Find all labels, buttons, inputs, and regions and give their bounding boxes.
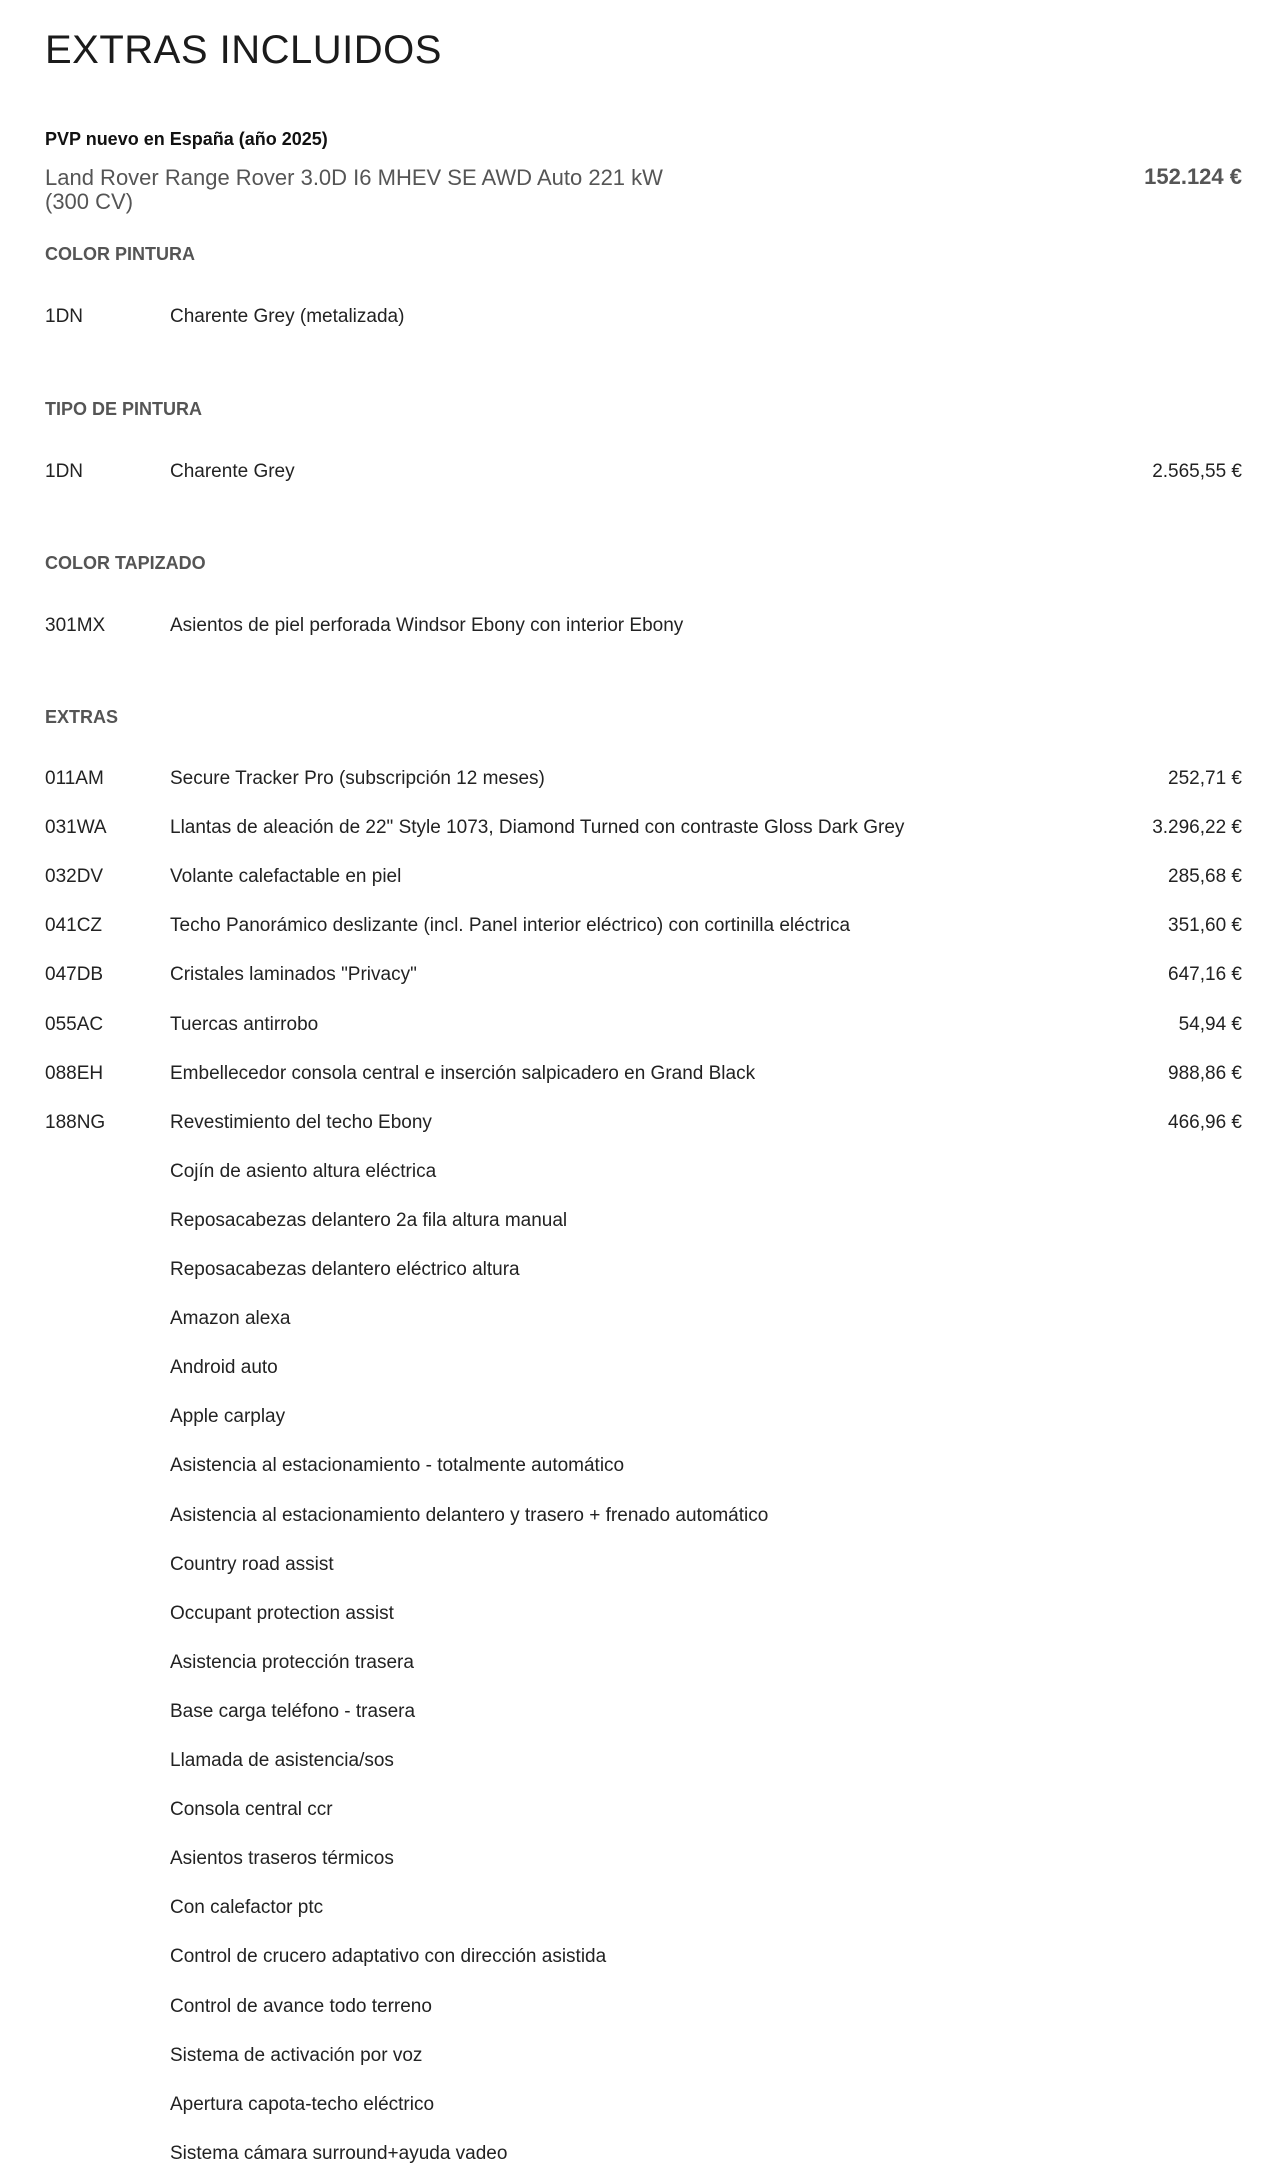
item-desc: Embellecedor consola central e inserción salpicadero en Grand Black (170, 1062, 756, 1084)
item-code: 1DN (45, 461, 84, 482)
item-desc: Llamada de asistencia/sos (170, 1750, 394, 1771)
section-title-extras: EXTRAS (45, 707, 119, 727)
item-price: 647,16 € (1168, 964, 1242, 986)
item-desc: Tuercas antirrobo (170, 1013, 319, 1035)
list-item (0, 1554, 1280, 1580)
item-desc: Sistema cámara surround+ayuda vadeo (170, 2142, 508, 2164)
list-item (0, 615, 1280, 641)
pvp-label: PVP nuevo en España (año 2025) (45, 129, 328, 149)
list-item (0, 1406, 1280, 1432)
item-code: 055AC (45, 1013, 104, 1035)
list-item (0, 1210, 1280, 1236)
item-desc: Cristales laminados "Privacy" (170, 964, 417, 986)
list-item (0, 1701, 1280, 1727)
list-item (0, 2045, 1280, 2071)
item-desc: Reposacabezas delantero eléctrico altura (170, 1259, 520, 1280)
item-desc: Techo Panorámico deslizante (incl. Panel interior eléctrico) con cortinilla eléctrica (170, 915, 851, 937)
item-code: 047DB (45, 964, 104, 986)
section-title-color-pintura: COLOR PINTURA (45, 244, 195, 264)
item-price: 351,60 € (1168, 915, 1242, 937)
list-item (0, 1063, 1280, 1089)
item-desc: Secure Tracker Pro (subscripción 12 meses) (170, 768, 545, 789)
item-desc: Asistencia protección trasera (170, 1651, 414, 1673)
item-code: 031WA (45, 817, 107, 839)
item-desc: Control de avance todo terreno (170, 1995, 432, 2017)
list-item (0, 1112, 1280, 1138)
item-price: 252,71 € (1168, 768, 1242, 789)
list-item (0, 1603, 1280, 1629)
item-desc: Amazon alexa (170, 1308, 291, 1330)
item-desc: Con calefactor ptc (170, 1897, 324, 1919)
list-item (0, 1652, 1280, 1678)
model-name: Land Rover Range Rover 3.0D I6 MHEV SE AWD Auto 221 kW (300 CV) (45, 165, 663, 214)
list-item (0, 817, 1280, 843)
section-title-tipo-pintura: TIPO DE PINTURA (45, 399, 203, 419)
item-desc: Reposacabezas delantero 2a fila altura manual (170, 1209, 568, 1231)
list-item (0, 1946, 1280, 1972)
item-desc: Occupant protection assist (170, 1602, 394, 1624)
item-price: 3.296,22 € (1152, 817, 1242, 839)
item-price: 2.565,55 € (1152, 461, 1242, 482)
item-desc: Charente Grey (170, 461, 295, 482)
list-item (0, 1308, 1280, 1334)
item-desc: Asientos traseros térmicos (170, 1848, 394, 1870)
item-desc: Llantas de aleación de 22" Style 1073, Diamond Turned con contraste Gloss Dark Grey (170, 817, 905, 839)
list-item (0, 306, 1280, 332)
item-price: 285,68 € (1168, 866, 1242, 888)
item-code: 1DN (45, 306, 84, 327)
list-item (0, 1455, 1280, 1481)
item-desc: Asientos de piel perforada Windsor Ebony con interior Ebony (170, 615, 684, 636)
list-item (0, 2143, 1280, 2169)
item-price: 988,86 € (1168, 1062, 1242, 1084)
item-price: 466,96 € (1168, 1111, 1242, 1133)
item-desc: Asistencia al estacionamiento - totalmente automático (170, 1455, 625, 1477)
list-item (0, 915, 1280, 941)
list-item (0, 1161, 1280, 1187)
item-desc: Apertura capota-techo eléctrico (170, 2093, 435, 2115)
list-item (0, 1357, 1280, 1383)
section-title-color-tapizado: COLOR TAPIZADO (45, 553, 206, 573)
model-price: 152.124 € (1144, 164, 1242, 189)
item-desc: Android auto (170, 1357, 278, 1379)
list-item (0, 1848, 1280, 1874)
list-item (0, 2094, 1280, 2120)
list-item (0, 1259, 1280, 1285)
item-code: 188NG (45, 1111, 106, 1133)
list-item (0, 1505, 1280, 1531)
list-item (0, 1897, 1280, 1923)
item-desc: Revestimiento del techo Ebony (170, 1111, 432, 1133)
item-price: 54,94 € (1178, 1013, 1242, 1035)
item-code: 032DV (45, 866, 104, 888)
list-item (0, 964, 1280, 990)
list-item (0, 1014, 1280, 1040)
item-code: 088EH (45, 1062, 104, 1084)
item-code: 011AM (45, 768, 104, 789)
item-desc: Cojín de asiento altura eléctrica (170, 1160, 437, 1182)
item-desc: Apple carplay (170, 1406, 286, 1428)
list-item (0, 461, 1280, 487)
item-code: 041CZ (45, 915, 103, 937)
list-item (0, 1750, 1280, 1776)
item-desc: Country road assist (170, 1553, 334, 1575)
item-code: 301MX (45, 615, 106, 636)
item-desc: Control de crucero adaptativo con dirección asistida (170, 1946, 607, 1968)
page-title: EXTRAS INCLUIDOS (45, 28, 442, 72)
list-item (0, 866, 1280, 892)
item-desc: Base carga teléfono - trasera (170, 1700, 416, 1722)
item-desc: Charente Grey (metalizada) (170, 306, 405, 327)
item-desc: Consola central ccr (170, 1799, 333, 1821)
list-item (0, 1996, 1280, 2022)
list-item (0, 768, 1280, 794)
item-desc: Sistema de activación por voz (170, 2044, 423, 2066)
list-item (0, 1799, 1280, 1825)
item-desc: Asistencia al estacionamiento delantero y trasero + frenado automático (170, 1504, 769, 1526)
item-desc: Volante calefactable en piel (170, 866, 402, 888)
